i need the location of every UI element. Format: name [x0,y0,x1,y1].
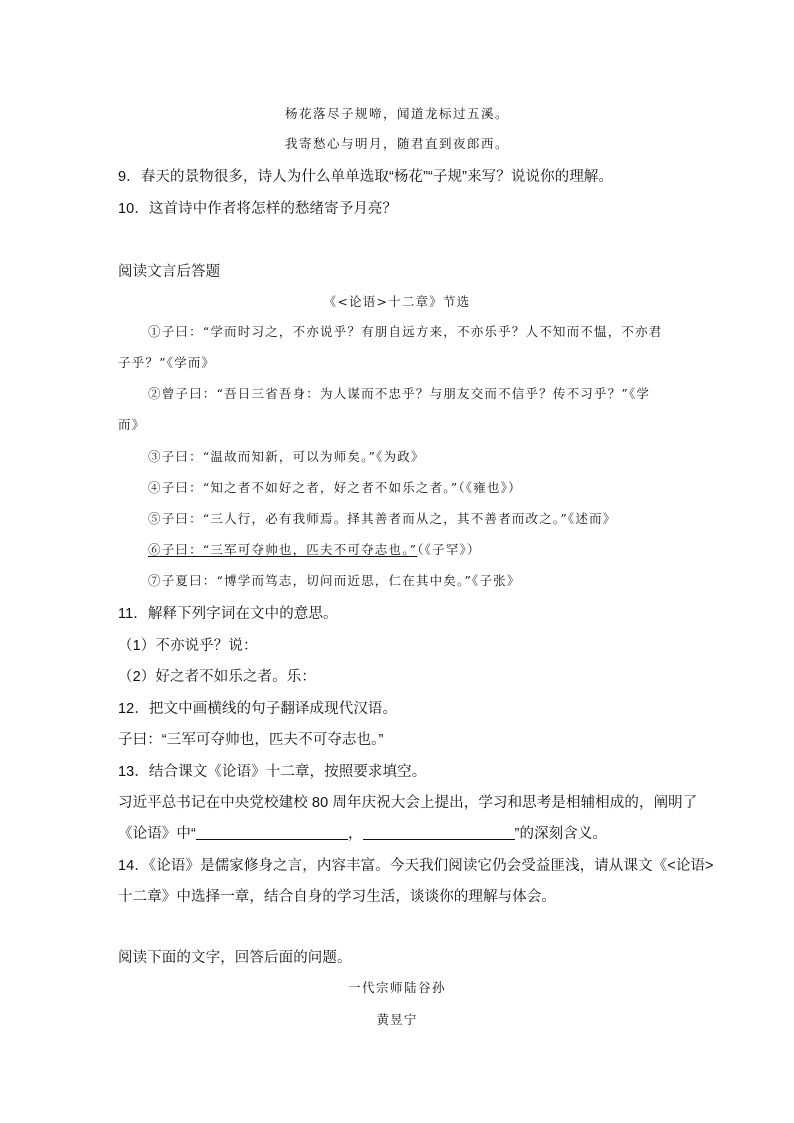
article-title: 一代宗师陆谷孙 [347,980,446,995]
section-heading-classical: 阅读文言后答题 [118,264,221,280]
question-13-text: 习近平总书记在中央党校建校 80 周年庆祝大会上提出，学习和思考是相辅相成的，阐明了 [118,795,698,811]
fill-suffix: ”的深刻含义。 [514,826,608,842]
analects-item-7: ⑦子夏曰：“博学而笃志，切问而近思，仁在其中矣。”《子张》 [148,573,521,588]
question-11-1: （1）不亦说乎？说： [118,638,258,654]
question-14-cont: 十二章》中选择一章，结合自身的学习生活，谈谈你的理解与体会。 [118,889,556,905]
question-13: 13．结合课文《论语》十二章，按照要求填空。 [118,764,427,780]
answer-blank-2[interactable] [363,825,515,840]
question-12: 12．把文中画横线的句子翻译成现代汉语。 [118,701,398,717]
poem-line-2: 我寄愁心与明月，随君直到夜郎西。 [284,136,509,151]
analects-item-5: ⑤子曰：“三人行，必有我师焉。择其善者而从之，其不善者而改之。”《述而》 [148,511,617,526]
classical-title: 《<论语>十二章》节选 [323,294,471,309]
section-heading-modern: 阅读下面的文字，回答后面的问题。 [118,950,352,966]
question-12-quote: 子曰：“三军可夺帅也，匹夫不可夺志也。” [118,732,384,748]
article-author: 黄昱宁 [376,1012,418,1027]
analects-item-6 [148,540,694,558]
poem-line-1: 杨花落尽子规啼，闻道龙标过五溪。 [284,106,509,121]
analects-item-4: ④子曰：“知之者不如好之者，好之者不如乐之者。”（《雍也》） [148,480,522,495]
underlined-sentence: ⑥子曰：“三军可夺帅也，匹夫不可夺志也。” [148,542,418,557]
question-11: 11．解释下列字词在文中的意思。 [118,606,338,622]
fill-separator: ， [347,826,363,842]
analects-item-2-cont: 而》 [118,417,146,432]
answer-blank-1[interactable] [196,825,348,840]
question-11-2: （2）好之者不如乐之者。乐： [118,669,316,685]
question-10: 10．这首诗中作者将怎样的愁绪寄予月亮？ [118,201,398,217]
analects-item-3: ③子曰：“温故而知新，可以为师矣。”《为政》 [148,449,425,464]
question-9: 9．春天的景物很多，诗人为什么单单选取“杨花”“子规”来写？说说你的理解。 [118,169,614,185]
question-14: 14．《论语》是儒家修身之言，内容丰富。今天我们阅读它仍会受益匪浅，请从课文《<论语> [118,858,714,874]
analects-item-6-source: （《子罕》） [417,542,481,557]
analects-item-2: ②曾子曰：“吾日三省吾身：为人谋而不忠乎？与朋友交而不信乎？传不习乎？”《学 [148,386,651,401]
analects-item-1-cont: 子乎？”《学而》 [118,355,216,370]
question-13-fill-line [118,822,694,843]
fill-prefix: 《论语》中“ [118,826,196,842]
analects-item-1: ①子曰：“学而时习之，不亦说乎？有朋自远方来，不亦乐乎？人不知而不愠，不亦君 [148,324,663,339]
